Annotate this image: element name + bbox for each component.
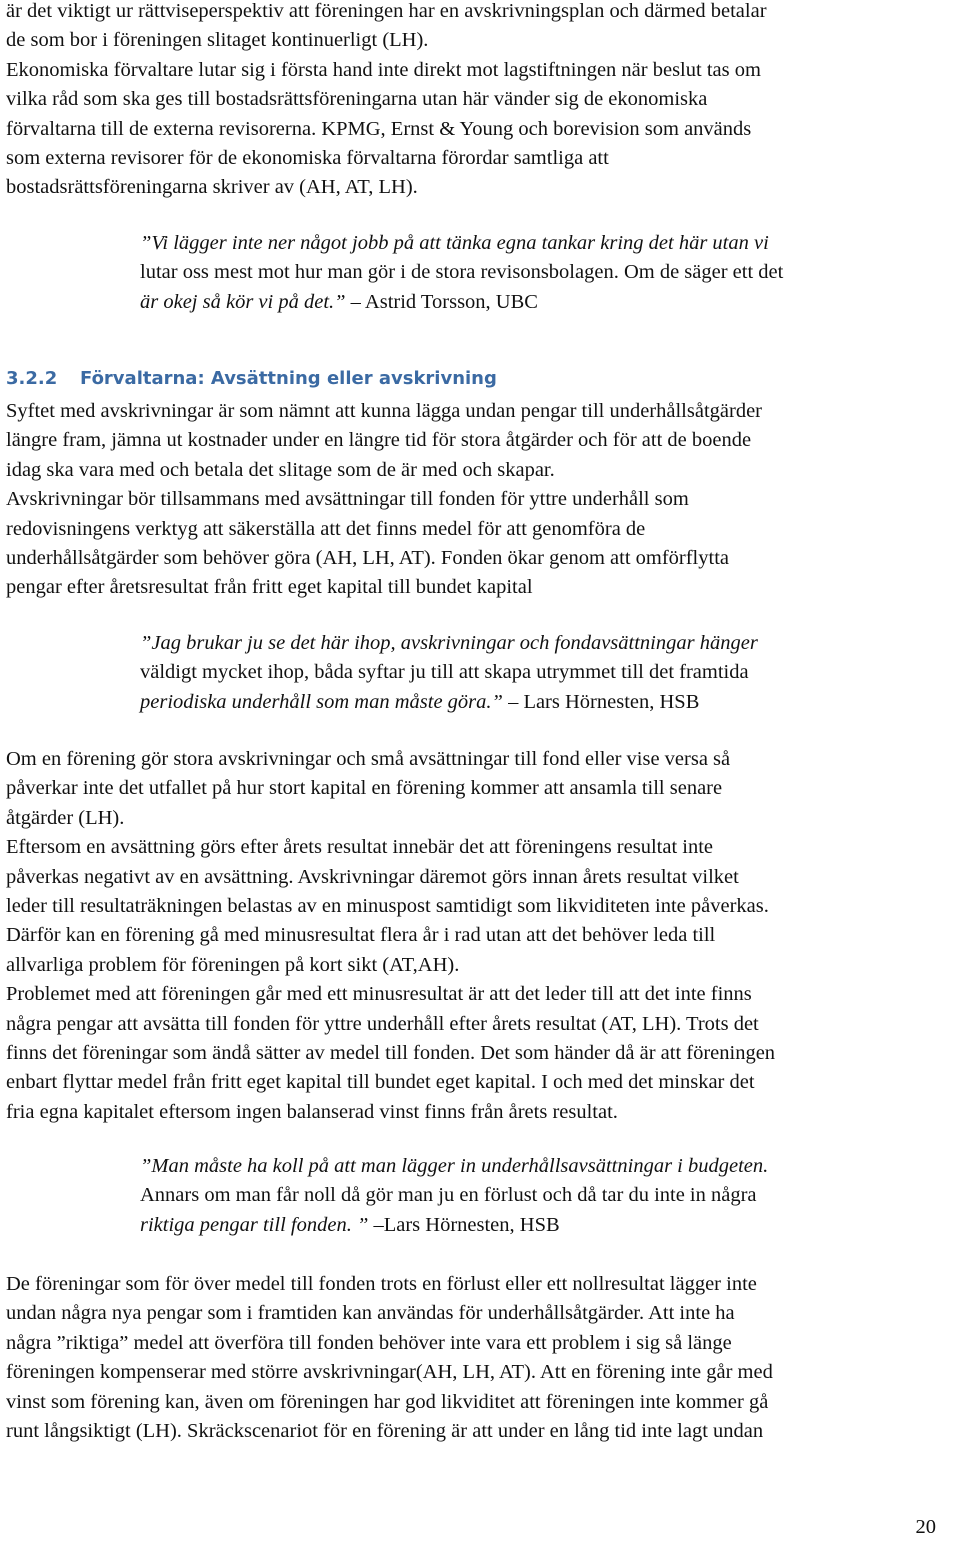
text-line: Eftersom en avsättning görs efter årets resultat innebär det att föreningens resultat inte xyxy=(6,836,713,859)
text-line: Avskrivningar bör tillsammans med avsättningar till fonden för yttre underhåll som xyxy=(6,488,689,511)
quote-line: ”Jag brukar ju se det här ihop, avskrivningar och fondavsättningar hänger xyxy=(140,632,758,654)
text-line: åtgärder (LH). xyxy=(6,806,125,829)
text-line: är det viktigt ur rättviseperspektiv att föreningen har en avskrivningsplan och därmed betalar xyxy=(6,0,767,22)
text-line: Problemet med att föreningen går med ett minusresultat är att det leder till att det inte finns xyxy=(6,983,752,1006)
text-line: finns det föreningar som ändå sätter av medel till fonden. Det som händer då är att föreningen xyxy=(6,1042,776,1065)
text-line: påverkar inte det utfallet på hur stort kapital en förening kommer att ansamla till senare xyxy=(6,777,723,800)
paragraph-purpose xyxy=(6,397,958,603)
text-line: idag ska vara med och betala det slitage som de är med och skapar. xyxy=(6,458,555,481)
text-line: leder till resultaträkningen belastas av en minuspost samtidigt som likviditeten inte påverkas. xyxy=(6,895,769,918)
text-line: vinst som förening kan, även om föreningen har god likviditet att föreningen inte kommer gå xyxy=(6,1390,769,1413)
paragraph-conclusion xyxy=(6,1270,958,1446)
text-line: längre fram, jämna ut kostnader under en längre tid för stora åtgärder och för att de boende xyxy=(6,429,752,452)
text-line: som externa revisorer för de ekonomiska förvaltarna förordar samtliga att xyxy=(6,147,609,170)
text-line: enbart flyttar medel från fritt eget kapital till bundet eget kapital. I och med det minskar det xyxy=(6,1071,755,1094)
interview-quote-2 xyxy=(140,629,950,717)
text-line: De föreningar som för över medel till fonden trots en förlust eller ett nollresultat lägger inte xyxy=(6,1273,757,1295)
text-line: Syftet med avskrivningar är som nämnt att kunna lägga undan pengar till underhållsåtgärder xyxy=(6,400,762,422)
text-line: förvaltarna till de externa revisorerna. KPMG, Ernst & Young och borevision som används xyxy=(6,117,752,140)
quote-line: Annars om man får noll då gör man ju en förlust och då tar du inte in några xyxy=(140,1184,757,1207)
text-line: några pengar att avsätta till fonden för yttre underhåll efter årets resultat (AT, LH). Trots det xyxy=(6,1012,759,1035)
quote-line: riktiga pengar till fonden. ” xyxy=(140,1213,369,1236)
section-title: Förvaltarna: Avsättning eller avskrivning xyxy=(80,368,497,389)
quote-line: väldigt mycket ihop, båda syftar ju till att skapa utrymmet till det framtida xyxy=(140,661,749,684)
interview-quote-3 xyxy=(140,1152,950,1240)
text-line: runt långsiktigt (LH). Skräckscenariot för en förening är att under en lång tid inte lagt undan xyxy=(6,1420,764,1443)
text-line: underhållsåtgärder som behöver göra (AH, LH, AT). Fonden ökar genom att omförflytta xyxy=(6,547,729,570)
text-line: Ekonomiska förvaltare lutar sig i första hand inte direkt mot lagstiftningen när beslut tas om xyxy=(6,58,761,81)
quote-line: lutar oss mest mot hur man gör i de stora revisonsbolagen. Om de säger ett det xyxy=(140,261,784,284)
text-line: vilka råd som ska ges till bostadsrättsföreningarna utan här vänder sig de ekonomiska xyxy=(6,88,708,111)
quote-line: ”Vi lägger inte ner något jobb på att tänka egna tankar kring det här utan vi xyxy=(140,232,769,254)
paragraph-intro xyxy=(6,0,958,203)
quote-attribution: – Astrid Torsson, UBC xyxy=(345,290,538,313)
text-line: bostadsrättsföreningarna skriver av (AH, AT, LH). xyxy=(6,176,418,199)
quote-line: är okej så kör vi på det.” xyxy=(140,290,346,313)
text-line: redovisningens verktyg att säkerställa att det finns medel för att genomföra de xyxy=(6,517,646,540)
text-line: påverkas negativt av en avsättning. Avskrivningar däremot görs innan årets resultat vilket xyxy=(6,865,739,888)
text-line: föreningen kompenserar med större avskrivningar(AH, LH, AT). Att en förening inte går med xyxy=(6,1361,773,1384)
text-line: Om en förening gör stora avskrivningar och små avsättningar till fond eller vise versa så xyxy=(6,748,731,770)
paragraph-analysis xyxy=(6,745,958,1127)
text-line: fria egna kapitalet eftersom ingen balanserad vinst finns från årets resultat. xyxy=(6,1100,618,1123)
text-line: de som bor i föreningen slitaget kontinuerligt (LH). xyxy=(6,29,429,52)
section-number: 3.2.2 xyxy=(6,368,58,389)
quote-attribution: – Lars Hörnesten, HSB xyxy=(502,690,700,713)
quote-attribution: –Lars Hörnesten, HSB xyxy=(368,1213,560,1236)
text-line: allvarliga problem för föreningen på kort sikt (AT,AH). xyxy=(6,953,460,976)
page-number: 20 xyxy=(915,1516,936,1538)
text-line: några ”riktiga” medel att överföra till fonden behöver inte vara ett problem i sig så länge xyxy=(6,1331,732,1354)
quote-line: periodiska underhåll som man måste göra.” xyxy=(140,690,503,713)
quote-line: ”Man måste ha koll på att man lägger in underhållsavsättningar i budgeten. xyxy=(140,1155,769,1177)
interview-quote-1 xyxy=(140,229,950,317)
section-heading xyxy=(6,365,497,393)
text-line: undan några nya pengar som i framtiden kan användas för underhållsåtgärder. Att inte ha xyxy=(6,1302,735,1325)
text-line: pengar efter åretsresultat från fritt eget kapital till bundet kapital xyxy=(6,576,533,599)
text-line: Därför kan en förening gå med minusresultat flera år i rad utan att det behöver leda till xyxy=(6,924,716,947)
